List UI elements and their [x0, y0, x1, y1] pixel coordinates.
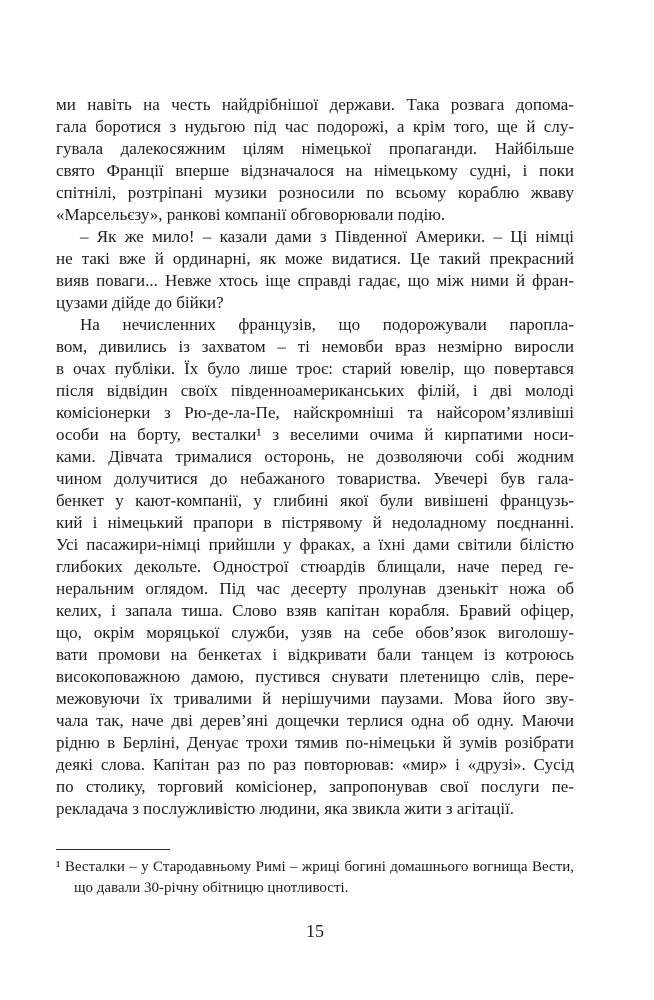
- text-line: в очах публіки. Їх було лише троє: старий ювелір, що повертався: [56, 359, 574, 378]
- text-line: На нечисленних французів, що подорожували паропла-: [80, 315, 574, 334]
- footnote-divider: [56, 849, 170, 850]
- text-line: ками. Дівчата трималися осторонь, не дозволяючи собі жодним: [56, 447, 574, 466]
- text-line: гала боротися з нудьгою під час подорожі, а крім того, ще й слу-: [56, 117, 574, 136]
- paragraph-3: [56, 314, 574, 820]
- text-line: – Як же мило! – казали дами з Південної Америки. – Ці німці: [80, 227, 574, 246]
- text-line: ми навіть на честь найдрібнішої держави. Така розвага допома-: [56, 95, 574, 114]
- text-line: глибоких декольте. Однострої стюардів блищали, наче перед ге-: [56, 557, 574, 576]
- footnote-area: [56, 849, 574, 899]
- text-line: гувала далекосяжним цілям німецької пропаганди. Найбільше: [56, 139, 574, 158]
- text-line: келих, і запала тиша. Слово взяв капітан корабля. Бравий офіцер,: [56, 601, 574, 620]
- text-line: межовуючи їх тривалими й нерішучими паузами. Мова його зву-: [56, 689, 574, 708]
- text-line: чином долучитися до небажаного товариства. Увечері був гала-: [56, 469, 574, 488]
- text-line: кий і німецький прапори в пістрявому й недоладному поєднанні.: [56, 513, 574, 532]
- footnote-line: що давали 30-річну обітницю цнотливості.: [74, 880, 349, 896]
- text-line: особи на борту, весталки¹ з веселими очима й кирпатими носи-: [56, 425, 574, 444]
- text-line: рідню в Берліні, Денуає трохи тямив по-німецьки й зумів розібрати: [56, 733, 574, 752]
- paragraph-1: [56, 94, 574, 226]
- text-line: комісіонерки з Рю-де-ла-Пе, найскромніші та найсором’язливіші: [56, 403, 574, 422]
- text-line: після відвідин своїх південноамериканських філій, і дві молоді: [56, 381, 574, 400]
- text-line: по столику, торговий комісіонер, запропонував свої послуги пе-: [56, 777, 574, 796]
- text-line: Усі пасажири-німці прийшли у фраках, а їхні дами світили білістю: [56, 535, 574, 554]
- text-line: що, окрім моряцької служби, узяв на себе обов’язок виголошу-: [56, 623, 574, 642]
- text-line: цузами дійде до бійки?: [56, 293, 224, 312]
- text-line: вати промови на бенкетах і відкривати бали танцем із котроюсь: [56, 645, 574, 664]
- text-line: «Марсельєзу», ранкові компанії обговорювали подію.: [56, 205, 446, 224]
- text-line: неральним оглядом. Під час десерту пролунав дзенькіт ножа об: [56, 579, 574, 598]
- page-number: 15: [306, 921, 324, 941]
- footnote-text: [56, 857, 574, 899]
- text-line: рекладача з послужливістю людини, яка звикла жити з агітації.: [56, 799, 515, 818]
- text-line: високоповажною дамою, пустився снувати плетеницю слів, пере-: [56, 667, 574, 686]
- text-line: не такі вже й ординарні, як може видатися. Це такий прекрасний: [56, 249, 574, 268]
- text-line: деякі слова. Капітан раз по раз повторював: «мир» і «друзі». Сусід: [56, 755, 574, 774]
- text-line: спітнілі, розтріпані музики розносили по всьому кораблю жваву: [56, 183, 574, 202]
- text-line: свято Франції вперше відзначалося на німецькому судні, і поки: [56, 161, 574, 180]
- paragraph-2: [56, 226, 574, 314]
- text-line: вом, дивились із захватом – ті немовби враз незмірно виросли: [56, 337, 574, 356]
- footnote-line: ¹ Весталки – у Стародавньому Римі – жриці богині домашнього вогнища Вести,: [56, 859, 574, 875]
- text-line: вияв поваги... Невже хтось іще справді гадає, що між ними й фран-: [56, 271, 574, 290]
- body-text: [56, 94, 574, 820]
- text-line: чала так, наче дві дерев’яні дощечки терлися одна об одну. Маючи: [56, 711, 574, 730]
- text-line: бенкет у кают-компанії, у глибині якої були вивішені французь-: [56, 491, 574, 510]
